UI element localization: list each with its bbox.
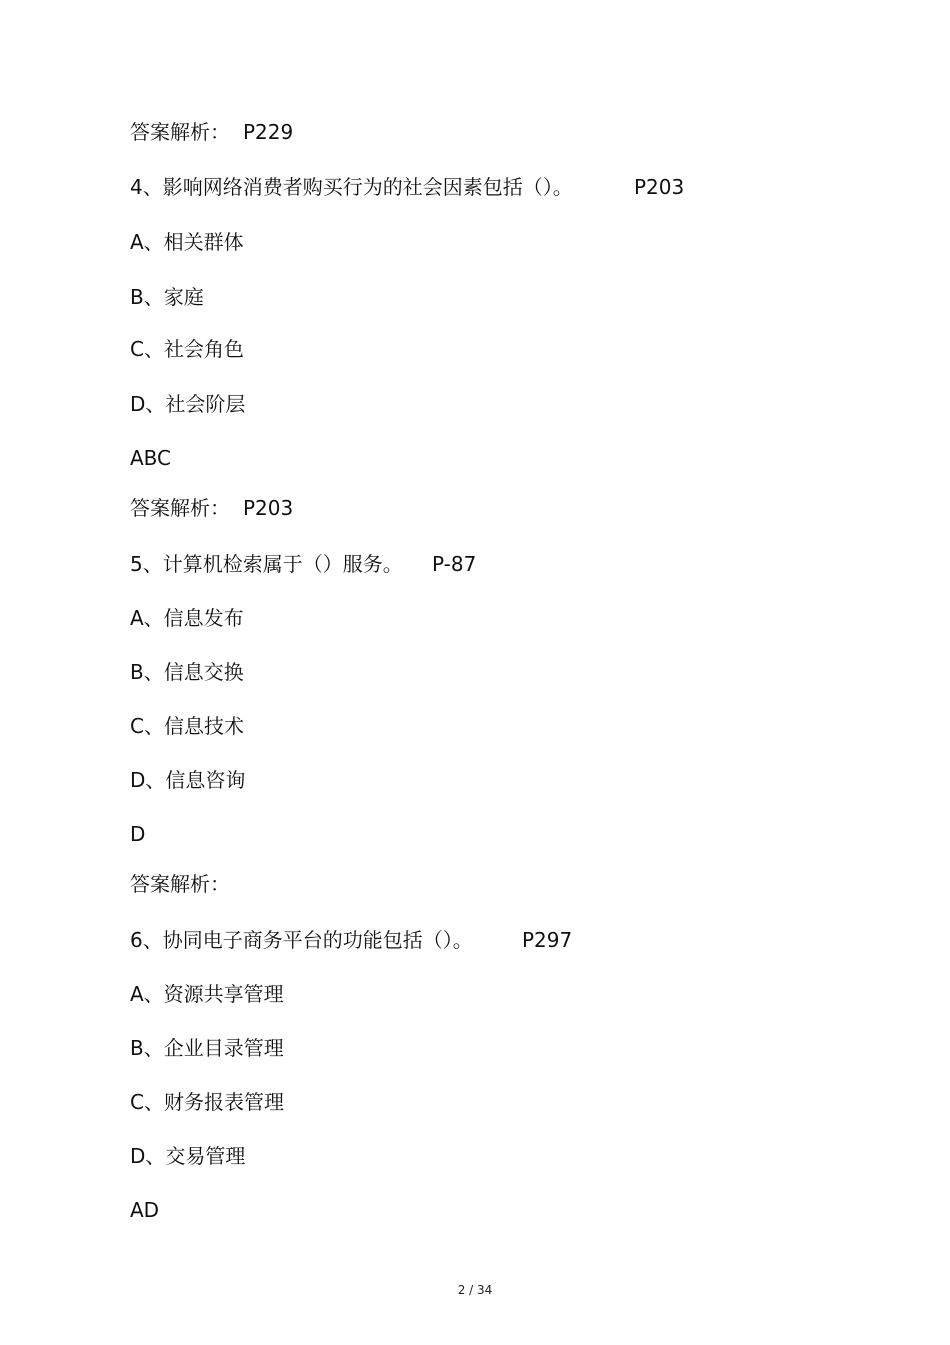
page-reference: P-87 xyxy=(432,552,477,576)
option-d: D、社会阶层 xyxy=(130,392,246,416)
option-b: B、家庭 xyxy=(130,285,204,309)
option-d: D、信息咨询 xyxy=(130,768,246,792)
option-c: C、社会角色 xyxy=(130,337,244,361)
option-a: A、资源共享管理 xyxy=(130,982,284,1006)
answer-key: AD xyxy=(130,1198,160,1222)
option-b: B、信息交换 xyxy=(130,660,244,684)
answer-explanation-line: 答案解析： xyxy=(130,120,230,144)
option-c: C、财务报表管理 xyxy=(130,1090,284,1114)
question-4: 4、影响网络消费者购买行为的社会因素包括（）。 xyxy=(130,175,573,199)
page-reference: P297 xyxy=(522,928,573,952)
page-reference: P203 xyxy=(634,175,685,199)
option-a: A、相关群体 xyxy=(130,230,244,254)
page-reference: P229 xyxy=(243,120,294,144)
answer-explanation-line: 答案解析： xyxy=(130,872,230,896)
option-d: D、交易管理 xyxy=(130,1144,246,1168)
answer-key: D xyxy=(130,822,146,846)
option-c: C、信息技术 xyxy=(130,714,244,738)
page-reference: P203 xyxy=(243,496,294,520)
answer-key: ABC xyxy=(130,446,172,470)
page-number: 2 / 34 xyxy=(457,1283,493,1297)
option-a: A、信息发布 xyxy=(130,606,244,630)
question-5: 5、计算机检索属于（）服务。 xyxy=(130,552,403,576)
question-6: 6、协同电子商务平台的功能包括（）。 xyxy=(130,928,473,952)
answer-explanation-line: 答案解析： xyxy=(130,496,230,520)
option-b: B、企业目录管理 xyxy=(130,1036,284,1060)
